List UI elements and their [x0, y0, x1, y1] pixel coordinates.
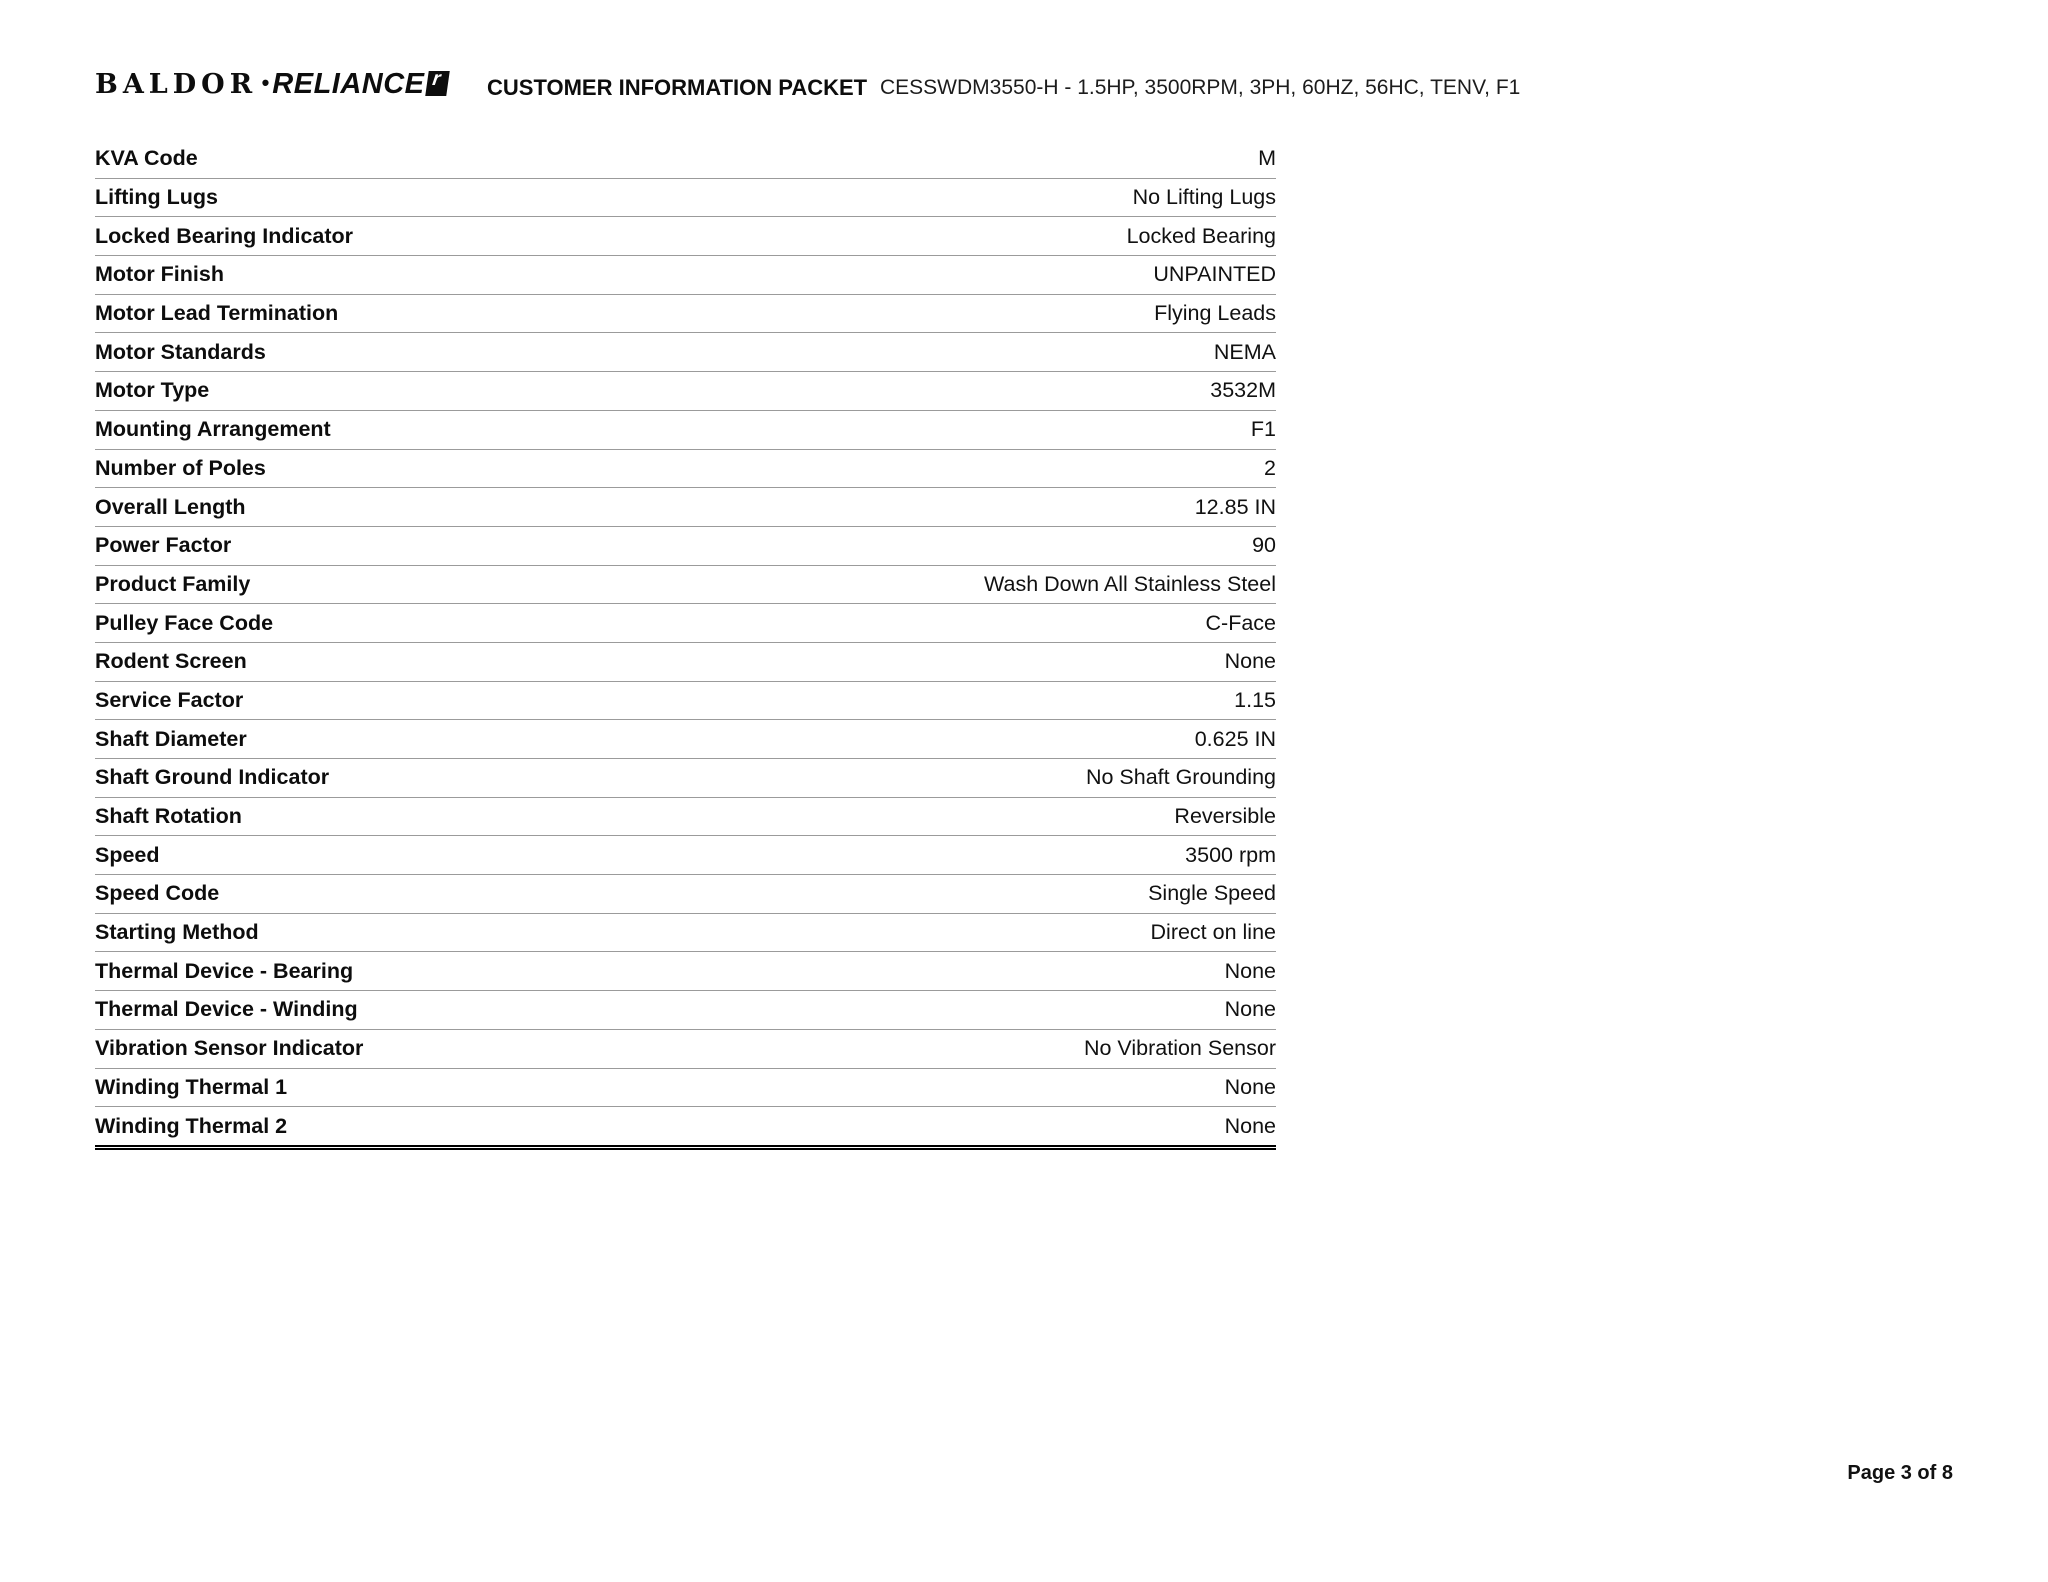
spec-label: Rodent Screen [95, 649, 247, 674]
spec-table-row [95, 217, 1276, 256]
spec-table-row [95, 643, 1276, 682]
spec-table-row [95, 295, 1276, 334]
spec-label: Product Family [95, 571, 251, 596]
spec-value: None [1224, 958, 1276, 983]
spec-value: Reversible [1174, 804, 1276, 829]
spec-label: Vibration Sensor Indicator [95, 1036, 364, 1061]
spec-label: Lifting Lugs [95, 185, 218, 210]
doc-title: CUSTOMER INFORMATION PACKET [487, 75, 868, 100]
logo-reliance-text: RELIANCE [272, 68, 425, 100]
spec-table-row [95, 333, 1276, 372]
spec-table-row [95, 1107, 1276, 1150]
spec-value: None [1224, 997, 1276, 1022]
spec-table-row [95, 450, 1276, 489]
spec-value: F1 [1250, 417, 1276, 442]
spec-label: Motor Standards [95, 339, 266, 364]
spec-label: Motor Finish [95, 262, 224, 287]
spec-label: Motor Lead Termination [95, 301, 339, 326]
spec-label: Power Factor [95, 533, 232, 558]
spec-value: 1.15 [1234, 687, 1276, 712]
spec-label: Overall Length [95, 494, 246, 519]
spec-label: Winding Thermal 1 [95, 1074, 288, 1099]
spec-value: 2 [1264, 455, 1276, 480]
spec-table-row [95, 720, 1276, 759]
spec-label: Winding Thermal 2 [95, 1113, 288, 1138]
spec-label: Number of Poles [95, 455, 266, 480]
spec-value: 0.625 IN [1194, 726, 1276, 751]
spec-value: No Lifting Lugs [1132, 185, 1276, 210]
page-indicator: Page 3 of 8 [1847, 1462, 1953, 1484]
logo-baldor-text: BALDOR [95, 69, 258, 100]
spec-label: Starting Method [95, 920, 259, 945]
spec-value: Single Speed [1148, 881, 1276, 906]
spec-table-row [95, 914, 1276, 953]
spec-value: UNPAINTED [1153, 262, 1276, 287]
spec-table-row [95, 372, 1276, 411]
spec-table-row [95, 1069, 1276, 1108]
spec-table-row [95, 179, 1276, 218]
spec-value: C-Face [1205, 610, 1276, 635]
spec-value: Flying Leads [1154, 301, 1276, 326]
spec-value: NEMA [1213, 339, 1276, 364]
spec-value: No Vibration Sensor [1083, 1036, 1276, 1061]
spec-value: Direct on line [1150, 920, 1276, 945]
spec-table-row [95, 1030, 1276, 1069]
spec-value: Locked Bearing [1126, 223, 1276, 248]
spec-value: 3532M [1210, 378, 1276, 403]
spec-label: Mounting Arrangement [95, 417, 331, 442]
spec-table-row [95, 256, 1276, 295]
document-header [0, 0, 2048, 120]
logo-dot-icon: • [261, 70, 270, 95]
spec-value: M [1258, 146, 1276, 171]
spec-table-row [95, 604, 1276, 643]
spec-label: KVA Code [95, 146, 198, 171]
spec-value: None [1224, 1113, 1276, 1138]
baldor-reliance-logo [95, 68, 448, 101]
product-descriptor: CESSWDM3550-H - 1.5HP, 3500RPM, 3PH, 60HZ, 56HC, TENV, F1 [880, 76, 1521, 99]
spec-label: Thermal Device - Bearing [95, 958, 354, 983]
spec-label: Motor Type [95, 378, 210, 403]
spec-label: Speed Code [95, 881, 220, 906]
spec-table [95, 140, 1276, 1150]
spec-table-row [95, 836, 1276, 875]
spec-label: Locked Bearing Indicator [95, 223, 354, 248]
spec-value: Wash Down All Stainless Steel [984, 571, 1276, 596]
spec-table-row [95, 682, 1276, 721]
spec-table-row [95, 991, 1276, 1030]
spec-table-row [95, 527, 1276, 566]
spec-table-row [95, 875, 1276, 914]
spec-label: Shaft Diameter [95, 726, 247, 751]
spec-label: Thermal Device - Winding [95, 997, 358, 1022]
spec-table-row [95, 798, 1276, 837]
spec-value: None [1224, 649, 1276, 674]
spec-value: 3500 rpm [1185, 842, 1276, 867]
spec-label: Speed [95, 842, 160, 867]
spec-value: 12.85 IN [1194, 494, 1276, 519]
spec-table-row [95, 488, 1276, 527]
spec-label: Shaft Rotation [95, 804, 242, 829]
spec-value: No Shaft Grounding [1085, 765, 1276, 790]
spec-table-row [95, 566, 1276, 605]
spec-label: Shaft Ground Indicator [95, 765, 330, 790]
reliance-r-mark-icon [425, 71, 450, 96]
spec-label: Service Factor [95, 687, 244, 712]
spec-value: None [1224, 1074, 1276, 1099]
spec-label: Pulley Face Code [95, 610, 274, 635]
spec-table-row [95, 759, 1276, 798]
spec-value: 90 [1252, 533, 1276, 558]
spec-table-row [95, 952, 1276, 991]
spec-table-row [95, 140, 1276, 179]
spec-table-row [95, 411, 1276, 450]
